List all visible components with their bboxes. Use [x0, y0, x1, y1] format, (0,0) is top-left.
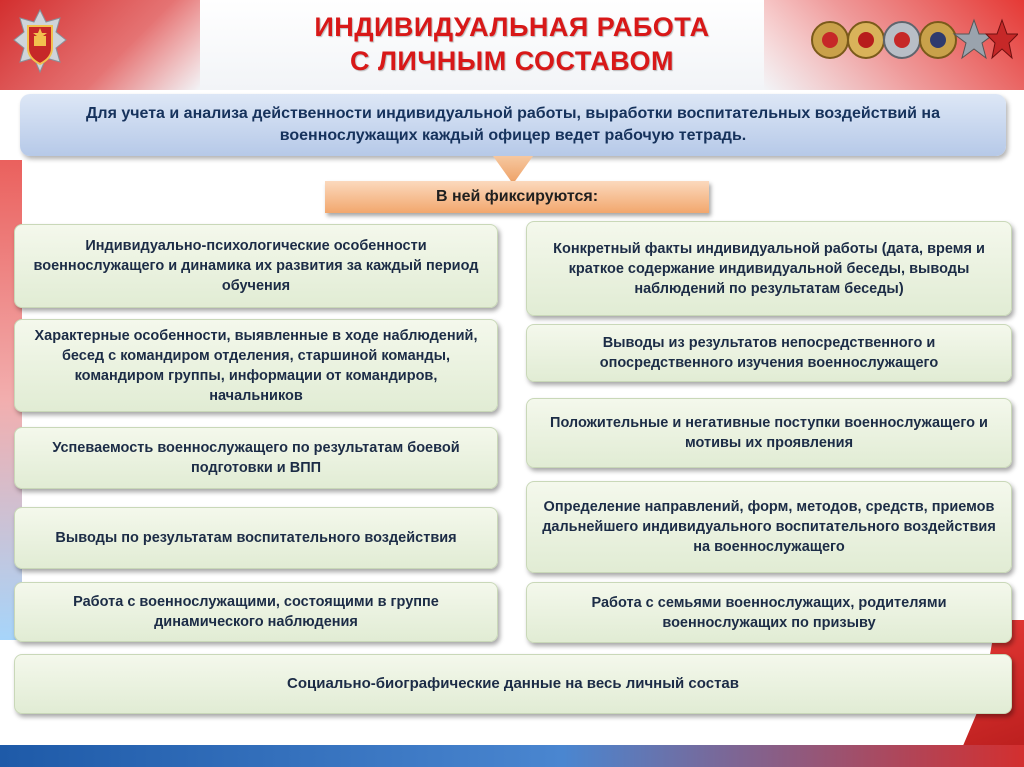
page-title-line-1: ИНДИВИДУАЛЬНАЯ РАБОТА: [314, 12, 710, 42]
left-item-2: Характерные особенности, выявленные в ходе наблюдений, бесед с командиром отделения, старшиной команды, командиром группы, информации от командиров, начальников: [14, 319, 498, 412]
bottom-item: Социально-биографические данные на весь личный состав: [14, 654, 1012, 714]
page-title: [262, 10, 762, 78]
emblem-icon: [12, 8, 68, 74]
page-title-line-2: С ЛИЧНЫМ СОСТАВОМ: [349, 46, 674, 76]
recorded-banner: В ней фиксируются:: [325, 181, 709, 213]
intro-box: Для учета и анализа действенности индивидуальной работы, выработки воспитательных воздействий на военнослужащих каждый офицер ведет рабочую тетрадь.: [20, 94, 1006, 156]
left-item-5: Работа с военнослужащими, состоящими в группе динамического наблюдения: [14, 582, 498, 642]
left-item-3: Успеваемость военнослужащего по результатам боевой подготовки и ВПП: [14, 427, 498, 489]
left-item-1: Индивидуально-психологические особенности военнослужащего и динамика их развития за каждый период обучения: [14, 224, 498, 308]
right-item-5: Работа с семьями военнослужащих, родителями военнослужащих по призыву: [526, 582, 1012, 643]
footer-stripe: [0, 745, 1024, 767]
right-item-4: Определение направлений, форм, методов, средств, приемов дальнейшего индивидуального воспитательного воздействия на военнослужащего: [526, 481, 1012, 573]
left-item-4: Выводы по результатам воспитательного воздействия: [14, 507, 498, 569]
medals-icon: [808, 12, 1018, 68]
right-item-1: Конкретный факты индивидуальной работы (дата, время и краткое содержание индивидуальной беседы, выводы наблюдений по результатам беседы): [526, 221, 1012, 316]
right-item-3: Положительные и негативные поступки военнослужащего и мотивы их проявления: [526, 398, 1012, 468]
arrow-down-icon: [493, 156, 533, 184]
right-item-2: Выводы из результатов непосредственного и опосредственного изучения военнослужащего: [526, 324, 1012, 382]
